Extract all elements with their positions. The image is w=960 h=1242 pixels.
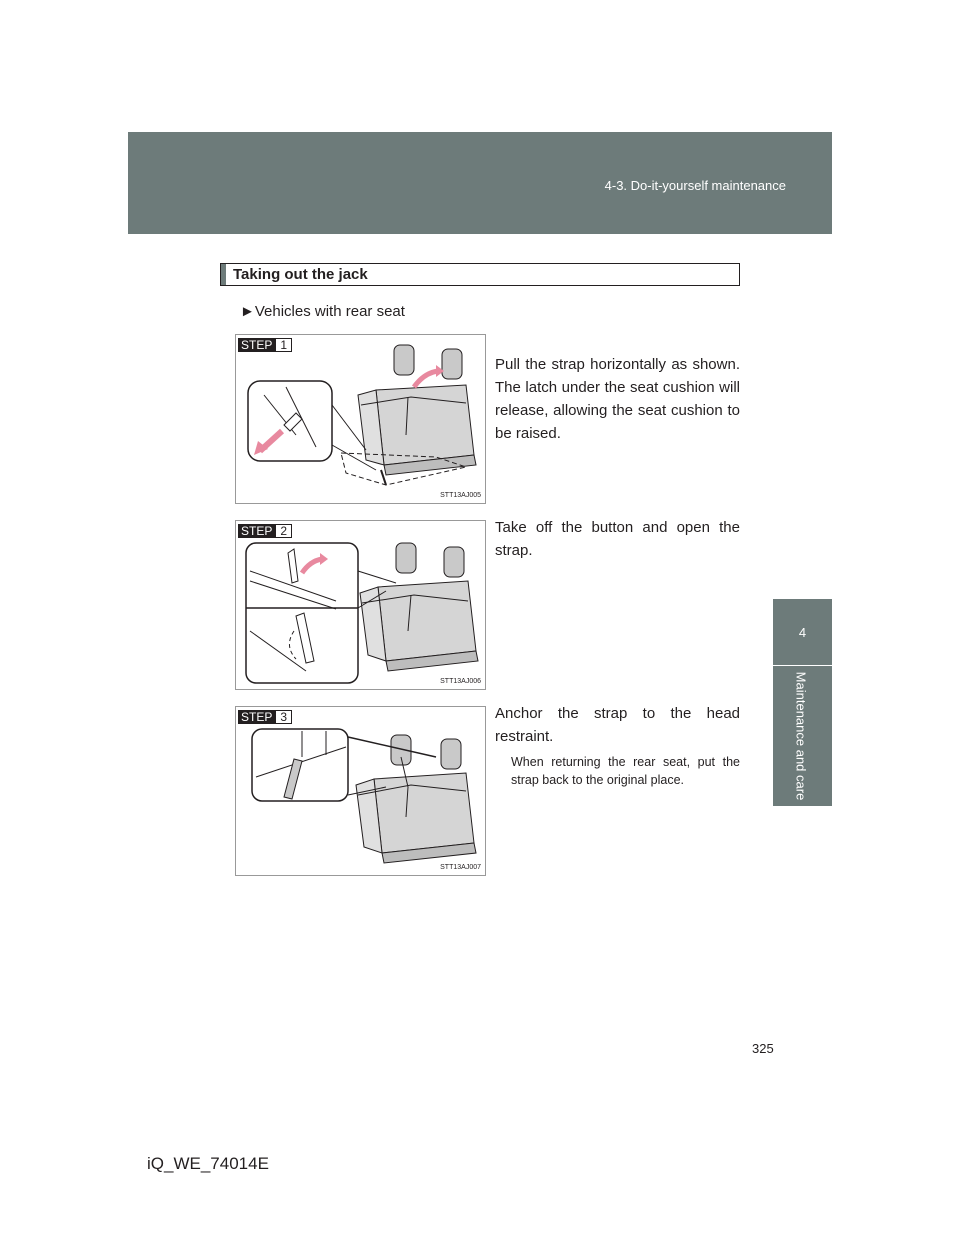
chapter-section-title: 4-3. Do-it-yourself maintenance xyxy=(604,178,786,193)
page-number: 325 xyxy=(752,1041,774,1056)
step-1-number: 1 xyxy=(275,338,292,352)
section-title-bar xyxy=(221,264,226,285)
strap-button-illustration xyxy=(236,521,487,691)
step-3-figure-code: STT13AJ007 xyxy=(440,864,481,871)
chapter-header-bar xyxy=(128,132,832,234)
step-3-label xyxy=(238,710,292,724)
document-code: iQ_WE_74014E xyxy=(147,1154,269,1173)
step-1-figure-code: STT13AJ005 xyxy=(440,492,481,499)
strap-anchor-headrest-illustration xyxy=(236,707,487,877)
step-3-word: STEP xyxy=(238,710,275,724)
vehicle-variant-heading: ►Vehicles with rear seat xyxy=(240,303,405,320)
section-title xyxy=(220,263,740,286)
chapter-tab-number: 4 xyxy=(773,599,832,665)
step-3-number: 3 xyxy=(275,710,292,724)
step-3-figure xyxy=(235,706,486,876)
step-2-label xyxy=(238,524,292,538)
step-1-word: STEP xyxy=(238,338,275,352)
section-title-text: Taking out the jack xyxy=(233,266,368,283)
step-2-text: Take off the button and open the strap. xyxy=(495,519,740,559)
chapter-tab-label: Maintenance and care xyxy=(793,671,809,801)
step-2-figure xyxy=(235,520,486,690)
step-2-number: 2 xyxy=(275,524,292,538)
step-3-text: Anchor the strap to the head restraint. xyxy=(495,705,740,745)
seat-strap-pull-illustration xyxy=(236,335,487,505)
step-1-label xyxy=(238,338,292,352)
step-2-word: STEP xyxy=(238,524,275,538)
step-1-figure xyxy=(235,334,486,504)
step-2-figure-code: STT13AJ006 xyxy=(440,678,481,685)
step-3-note: When returning the rear seat, put the strap back to the original place. xyxy=(511,755,740,787)
step-1-text: Pull the strap horizontally as shown. The latch under the seat cushion will release, allowing the seat cushion to be raised. xyxy=(495,356,740,442)
